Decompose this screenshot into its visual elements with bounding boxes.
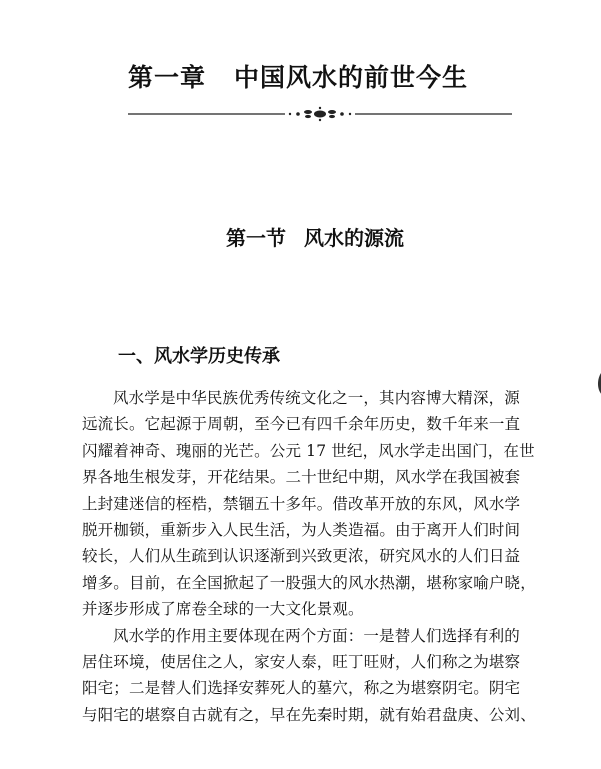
- text-line: 脱开枷锁，重新步入人民生活，为人类造福。由于离开人们时间: [82, 520, 521, 539]
- chapter-number: 第一章: [128, 63, 207, 92]
- text-line: 较长，人们从生疏到认识逐渐到兴致更浓，研究风水的人们日益: [82, 547, 521, 566]
- text-line: 风水学的作用主要体现在两个方面：一是替人们选择有利的: [113, 626, 520, 645]
- text-line: 界各地生根发芽，开花结果。二十世纪中期，风水学在我国被套: [82, 468, 521, 487]
- text-line: 居住环境，使居住之人，家安人泰，旺丁旺财，人们称之为堪察: [82, 652, 521, 671]
- section-number: 第一节: [226, 226, 286, 250]
- body-text: [82, 385, 601, 728]
- chapter-name: 中国风水的前世今生: [234, 63, 469, 92]
- page-edge-mark: [593, 366, 601, 400]
- text-line: 远流长。它起源于周朝，至今已有四千余年历史，数千年来一直: [82, 415, 521, 434]
- text-line: 与阳宅的堪察自古就有之，早在先秦时期，就有始君盘庚、公刘、: [82, 705, 536, 724]
- text-line: 风水学是中华民族优秀传统文化之一，其内容博大精深，源: [113, 389, 520, 407]
- chapter-title: [128, 58, 528, 94]
- ornamental-divider: [120, 104, 520, 124]
- section-name: 风水的源流: [304, 226, 404, 250]
- text-line: 闪耀着神奇、瑰丽的光芒。公元 17 世纪，风水学走出国门，在世: [82, 441, 535, 460]
- section-title: [226, 222, 404, 251]
- paragraph-2: [82, 623, 601, 729]
- text-line: 阳宅；二是替人们选择安葬死人的墓穴，称之为堪察阴宅。阴宅: [82, 679, 521, 698]
- text-line: 增多。目前，在全国掀起了一股强大的风水热潮，堪称家喻户晓，: [82, 573, 536, 592]
- subheading: 一、风水学历史传承: [118, 346, 280, 367]
- paragraph-1: [82, 385, 601, 623]
- text-line: 并逐步形成了席卷全球的一大文化景观。: [82, 600, 364, 619]
- text-line: 上封建迷信的桎梏，禁锢五十多年。借改革开放的东风，风水学: [82, 494, 521, 513]
